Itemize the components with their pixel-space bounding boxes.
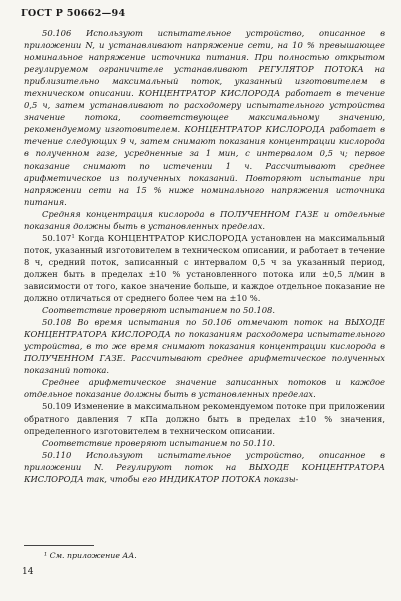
paragraph-average-flows: Среднее арифметическое значение записанных потоков и каждое отдельное показание должны быть в установленных пределах. <box>24 377 385 400</box>
footnote-divider <box>24 545 94 546</box>
paragraph-50-107 <box>24 232 385 304</box>
footnote: ¹ См. приложение АА. <box>44 551 137 560</box>
paragraph-50-106: 50.106 Используют испытательное устройство, описанное в приложении N, и устанавливают напряжение сети, на 10 % превышающее номинальное напряжение источника питания. При полностью открытом регулируемом ограничителе устанавливают РЕГУЛЯТОР ПОТОКА на приблизительно максимальный поток, указанный изготовителем в техническом описании. КОНЦЕНТРАТОР КИСЛОРОДА работает в течение 0,5 ч, затем устанавливают по расходомеру испытательного устройства значение потока, соответствующее максимальному значению, рекомендуемому изготовителем. КОНЦЕНТРАТОР КИСЛОРОДА работает в течение следующих 9 ч, затем снимают показания концентрации кислорода в полученном газе, усредненные за 1 мин, с интервалом 0,5 ч; первое показание снимают по истечении 1 ч. Рассчитывают среднее арифметическое из полученных показаний. Повторяют испытание при напряжении сети на 15 % ниже номинального напряжения источника питания. <box>24 28 385 207</box>
clause-text: Когда КОНЦЕНТРАТОР КИСЛОРОДА установлен на максимальный поток, указанный изготовителем в техническом описании, и работает в течение 8 ч, средний поток, записанный с интервалом 0,5 ч за указанный период, должен быть в пределах ±10 % установленного потока или ±0,5 л/мин в зависимости от того, какое значение больше, и каждое отдельное показание не должно отличаться от среднего более чем на ±10 %. <box>24 232 385 304</box>
paragraph-compliance-50-108: Соответствие проверяют испытанием по 50.108. <box>42 305 276 316</box>
document-header: ГОСТ Р 50662—94 <box>21 8 126 19</box>
clause-number: 50.107 <box>42 232 72 243</box>
paragraph-50-110: 50.110 Используют испытательное устройство, описанное в приложении N. Регулируют поток на ВЫХОДЕ КОНЦЕНТРАТОРА КИСЛОРОДА так, чтобы его ИНДИКАТОР ПОТОКА показы- <box>24 449 385 484</box>
footnote-marker: 1 <box>71 233 75 240</box>
paragraph-compliance-50-110: Соответствие проверяют испытанием по 50.110. <box>42 437 276 448</box>
paragraph-50-109: 50.109 Изменение в максимальном рекомендуемом потоке при приложении обратного давления 7 кПа должно быть в пределах ±10 % значения, определенного изготовителем в техническом описании. <box>24 401 385 436</box>
page-number: 14 <box>22 567 34 577</box>
paragraph-50-108: 50.108 Во время испытания по 50.106 отмечают поток на ВЫХОДЕ КОНЦЕНТРАТОРА КИСЛОРОДА по показаниям расходомера испытательного устройства, в то же время снимают показания концентрации кислорода в ПОЛУЧЕННОМ ГАЗЕ. Рассчитывают среднее арифметическое полученных показаний потока. <box>24 317 385 376</box>
paragraph-average-concentration: Средняя концентрация кислорода в ПОЛУЧЕННОМ ГАЗЕ и отдельные показания должны быть в установленных пределах. <box>24 208 385 231</box>
